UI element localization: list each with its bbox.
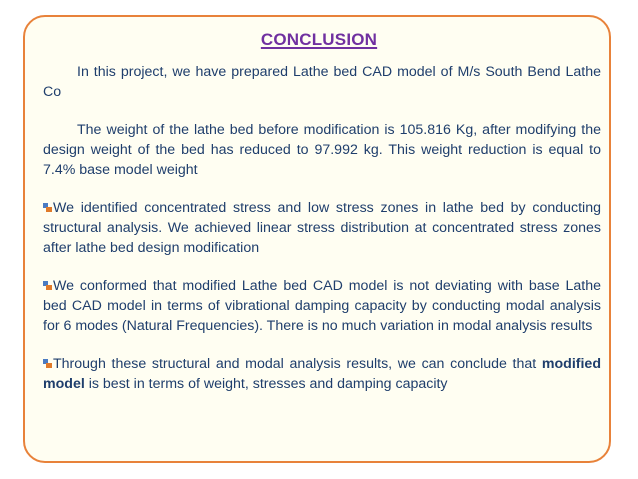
slide-body [43,62,601,412]
weight-paragraph: The weight of the lathe bed before modification is 105.816 Kg, after modifying the design weight of the bed has reduced to 97.992 kg. This weight reduction is equal to 7.4% base model weight [43,122,601,178]
bullet-item-stress [43,198,601,258]
bullet-item-conclusion [43,354,601,394]
square-bullet-icon [43,281,52,290]
bullet-text-conclusion-prefix: Through these structural and modal analysis results, we can conclude that [53,356,542,372]
bullet-text-conclusion-suffix: is best in terms of weight, stresses and damping capacity [84,376,448,392]
square-bullet-icon [43,203,52,212]
slide-title-container [0,30,638,50]
bullet-text-modal: We conformed that modified Lathe bed CAD model is not deviating with base Lathe bed CAD model in terms of vibrational damping capacity by conducting modal analysis for 6 modes (Natural Frequencies). There is no much variation in modal analysis results [43,278,601,334]
bullet-text-stress: We identified concentrated stress and low stress zones in lathe bed by conducting structural analysis. We achieved linear stress distribution at concentrated stress zones after lathe bed design modification [43,200,601,256]
square-bullet-icon [43,359,52,368]
bullet-text-conclusion-bold: modified model [43,356,601,392]
bullet-item-modal [43,276,601,336]
slide-title: CONCLUSION [260,30,378,49]
intro-paragraph: In this project, we have prepared Lathe bed CAD model of M/s South Bend Lathe Co [43,64,601,100]
